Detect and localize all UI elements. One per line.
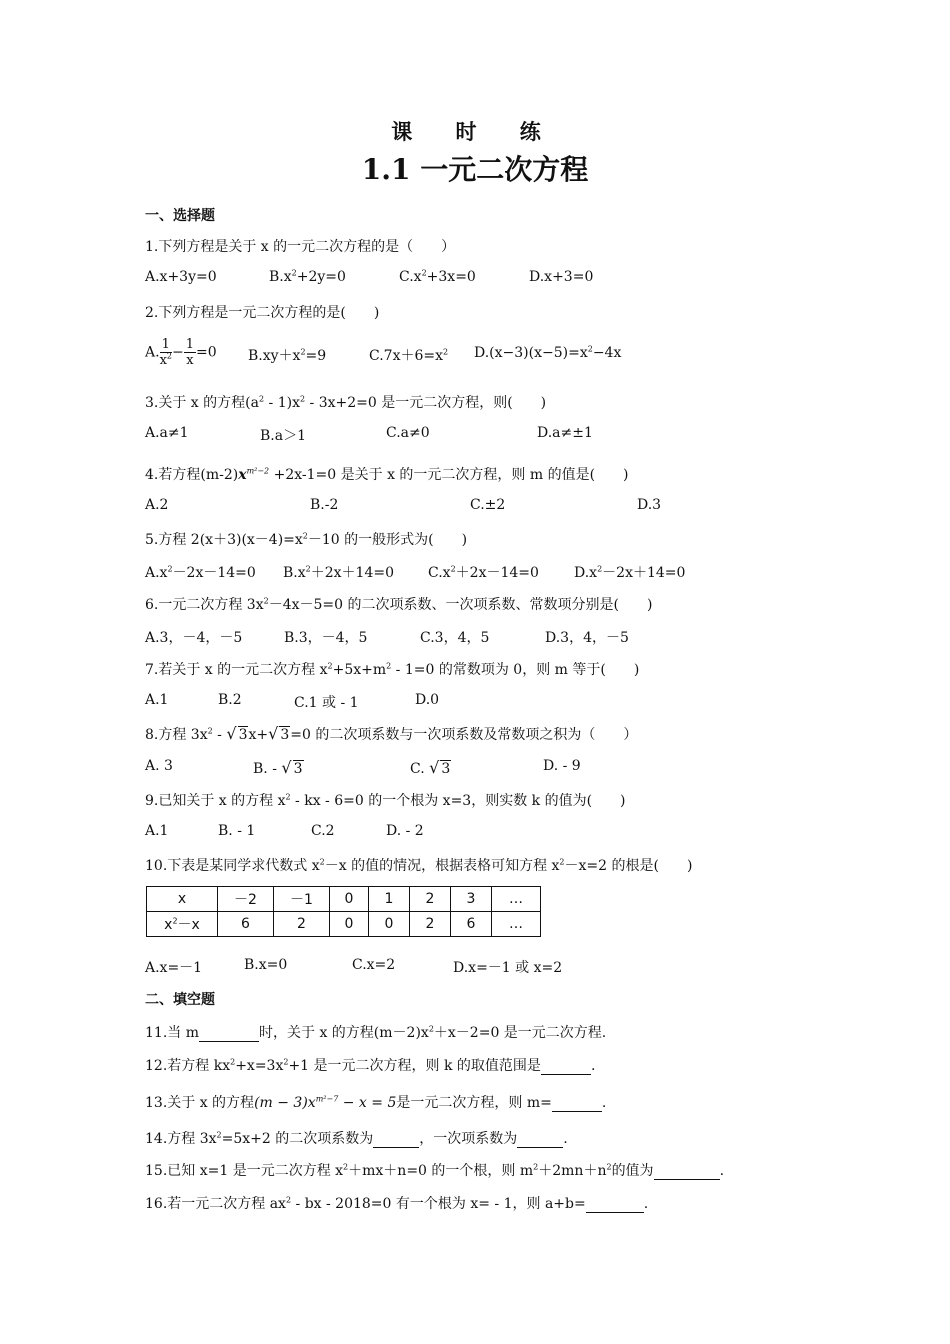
table-cell: $x^2-x$ (147, 912, 218, 937)
question-10: 10.下表是某同学求代数式 $x^2-x$ 的值的情况，根据表格可知方程 $x^2-x=2$ 的根是( ) (145, 857, 693, 874)
q4-option-c: C.±2 (470, 497, 506, 513)
question-1: 1.下列方程是关于 x 的一元二次方程的是（ ） (145, 239, 456, 255)
q6-option-a: A.3，－4，－5 (145, 630, 243, 646)
q8-option-d: D. - 9 (543, 758, 581, 774)
table-cell: 2 (410, 887, 451, 912)
q3-option-a: A.a≠1 (145, 425, 189, 441)
q5-option-a: $A.x^2-2x-14=0$ (145, 564, 256, 581)
value-table (146, 886, 541, 937)
q3-option-c: C.a≠0 (386, 425, 430, 441)
question-9: 9.已知关于 x 的方程 $x^2$ - kx - 6=0 的一个根为 x=3，则实数 k 的值为( ) (145, 792, 626, 809)
question-11: 11.当 m 时，关于 x 的方程$(m-2)x^2+x-2=0$ 是一元二次方程. (145, 1024, 607, 1041)
table-cell: －1 (274, 887, 330, 912)
q9-option-c: C.2 (311, 823, 335, 839)
table-cell: 2 (274, 912, 330, 937)
q4-option-b: B.-2 (310, 497, 339, 513)
q6-option-c: C.3，4，5 (420, 630, 490, 646)
table-row (147, 887, 541, 912)
question-13: 13.关于 x 的方程$(m - 3)x^{m^2-7} - x = 5$是一元二次方程，则 m= . (145, 1094, 607, 1111)
q1-option-c: $C.x^2+3x=0$ (399, 268, 476, 285)
q10-option-d: D.x=－1 或 x=2 (453, 960, 563, 976)
q7-option-c: C.1 或 - 1 (294, 695, 359, 711)
table-cell: 1 (369, 887, 410, 912)
table-row (147, 912, 541, 937)
q7-option-d: D.0 (415, 692, 440, 708)
q7-option-a: A.1 (145, 692, 169, 708)
question-5: 5.方程 $2(x+3)(x-4)=x^2-10$ 的一般形式为( ) (145, 531, 468, 548)
sqrt-symbol: √ (268, 724, 279, 743)
q4-option-a: A.2 (145, 497, 169, 513)
table-cell: 3 (451, 887, 492, 912)
q2-option-b: $B.xy+x^2=9$ (248, 347, 327, 364)
question-14: 14.方程 $3x^2=5x+2$ 的二次项系数为 ，一次项系数为 . (145, 1130, 568, 1147)
q4-option-d: D.3 (637, 497, 662, 513)
question-15: 15.已知 x=1 是一元二次方程 $x^2+mx+n=0$ 的一个根，则 $m^2+2mn+n^2$的值为 . (145, 1162, 725, 1179)
q10-option-c: C.x=2 (352, 957, 396, 973)
table-cell: －2 (218, 887, 274, 912)
question-16: 16.若一元二次方程 $ax^2$ - bx - 2018=0 有一个根为 x= - 1，则 a+b= . (145, 1195, 649, 1212)
q8-option-c: C. √ 3 (410, 758, 451, 777)
question-7: 7.若关于 x 的一元二次方程 $x^2+5x+m^2 - 1=0$ 的常数项为 0，则 m 等于( ) (145, 661, 640, 678)
q8-option-b: B. - √ 3 (253, 758, 303, 777)
q5-option-b: $B.x^2+2x+14=0$ (283, 564, 394, 581)
q1-option-a: A.x+3y=0 (145, 269, 217, 285)
q2-option-c: $C.7x+6=x^2$ (369, 347, 449, 364)
question-2: 2.下列方程是一元二次方程的是( ) (145, 305, 380, 321)
table-cell: … (492, 887, 541, 912)
q2-option-d: $D.(x-3)(x-5)=x^2-4x$ (474, 344, 622, 361)
q10-option-b: B.x=0 (244, 957, 288, 973)
section-title-fill: 二、填空题 (145, 992, 215, 1008)
q1-option-b: $B.x^2+2y=0$ (269, 268, 346, 285)
question-6: 6.一元二次方程 $3x^2-4x-5=0$ 的二次项系数、一次项系数、常数项分别是( ) (145, 596, 653, 613)
table-cell: x (147, 887, 218, 912)
table-cell: 0 (330, 912, 369, 937)
lesson-title: 1.1 一元二次方程 (361, 153, 589, 186)
table-cell: 0 (369, 912, 410, 937)
question-4: 4.若方程$(m-2)x^{m^2-2} +2x-1=0$ 是关于 x 的一元二次方程，则 m 的值是( ) (145, 466, 629, 483)
q3-option-b: B.a＞1 (260, 428, 306, 444)
table-cell: 6 (218, 912, 274, 937)
sqrt-symbol: √ (226, 724, 237, 743)
q7-option-b: B.2 (218, 692, 242, 708)
table-cell: 6 (451, 912, 492, 937)
q5-option-c: $C.x^2+2x-14=0$ (428, 564, 539, 581)
q10-option-a: A.x=－1 (145, 960, 203, 976)
q6-option-d: D.3，4，－5 (545, 630, 629, 646)
q8-option-a: A. 3 (145, 758, 173, 774)
q1-option-d: D.x+3=0 (529, 269, 594, 285)
section-title-choice: 一、选择题 (145, 208, 215, 224)
q9-option-b: B. - 1 (218, 823, 256, 839)
q5-option-d: $D.x^2-2x+14=0$ (574, 564, 686, 581)
table-cell: … (492, 912, 541, 937)
page-title: 课 时 练 (391, 119, 559, 144)
question-12: 12.若方程 $kx^2+x=3x^2+1$ 是一元二次方程，则 k 的取值范围是 . (145, 1057, 596, 1074)
question-8: 8.方程 $3x^2$ - √ 3x+√ 3=0 的二次项系数与一次项系数及常数项之积为（ ） (145, 724, 638, 743)
q9-option-d: D. - 2 (386, 823, 424, 839)
q2-option-a: A. $\frac{1}{x^2}$ − $\frac{1}{x}$ =0 (145, 337, 217, 368)
table-cell: 2 (410, 912, 451, 937)
q6-option-b: B.3，－4，5 (284, 630, 368, 646)
question-3: 3.关于 x 的方程$(a^2 - 1)x^2 - 3x+2=0$ 是一元二次方程，则( ) (145, 394, 547, 411)
table-cell: 0 (330, 887, 369, 912)
q3-option-d: D.a≠±1 (537, 425, 593, 441)
q9-option-a: A.1 (145, 823, 169, 839)
